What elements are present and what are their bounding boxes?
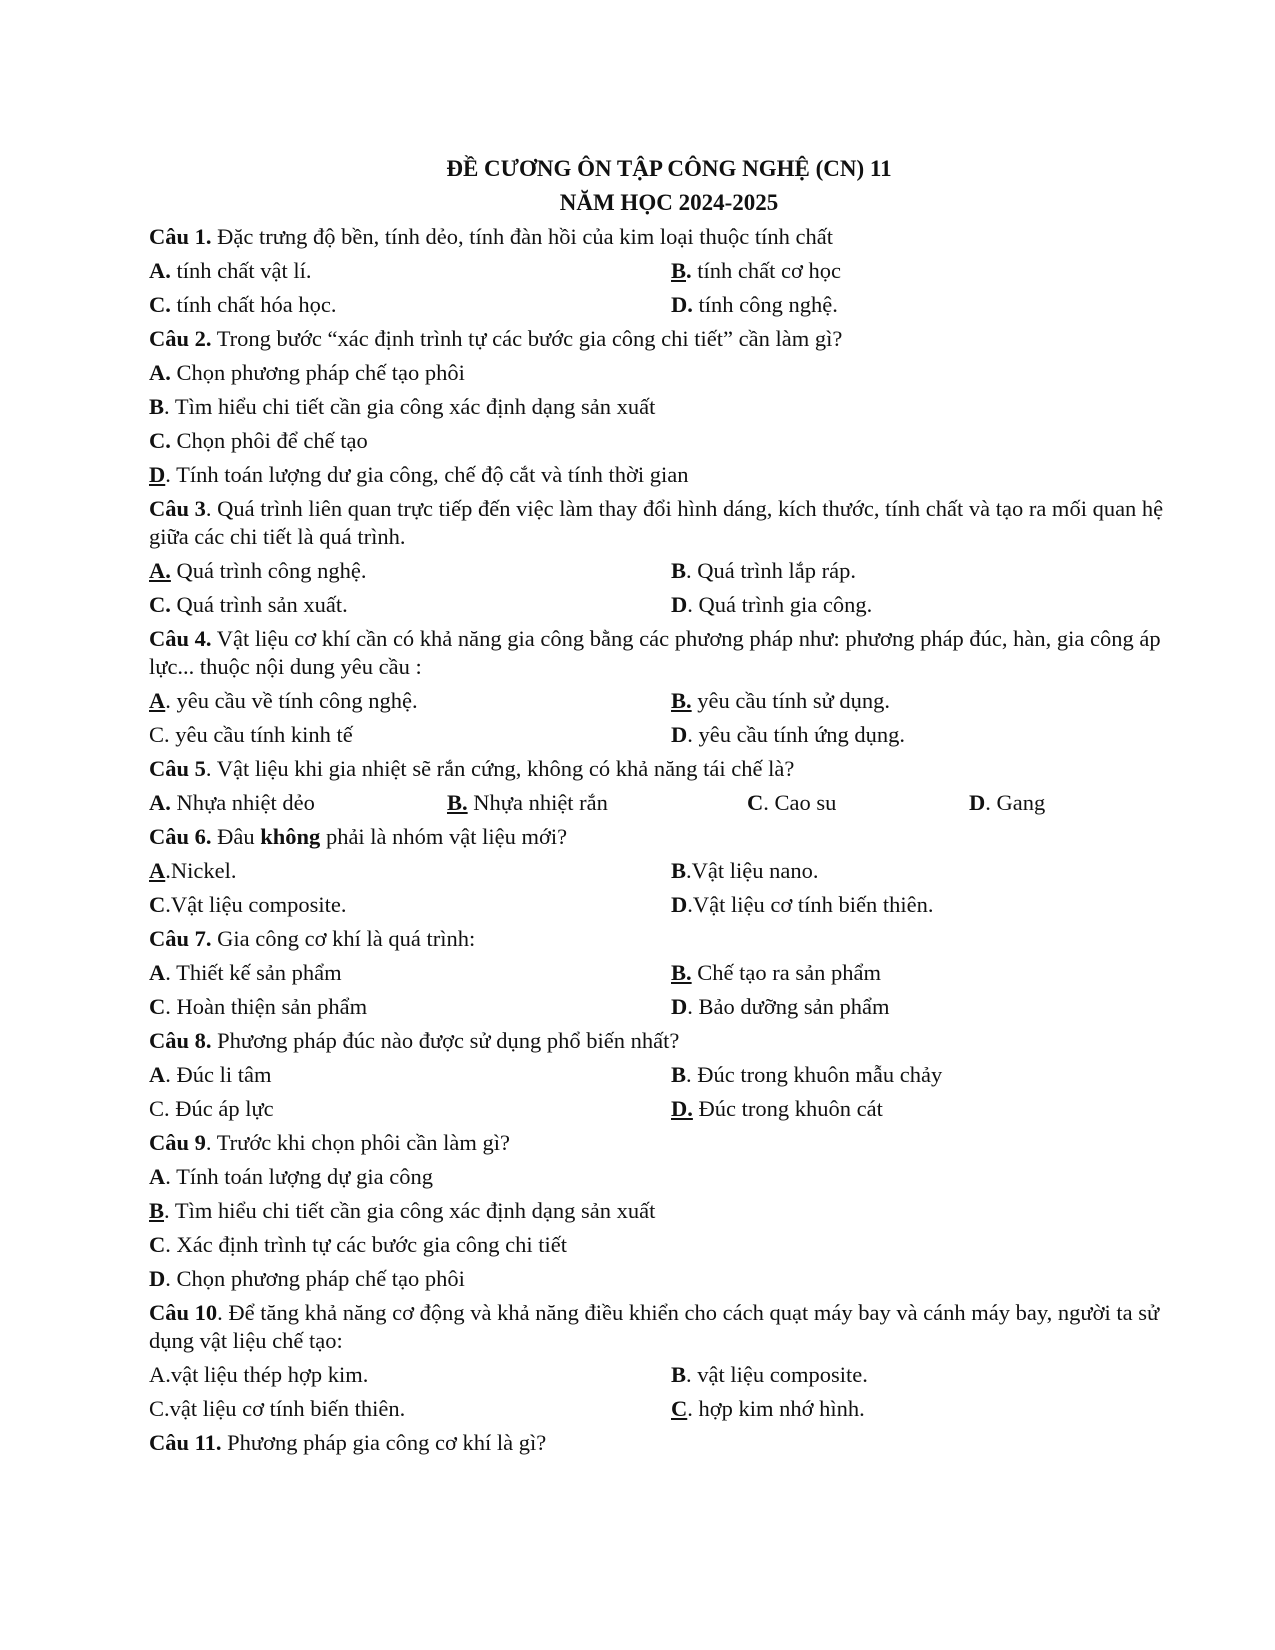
option-letter: A.: [149, 258, 171, 283]
options-row: [149, 1358, 1189, 1392]
option-letter: D: [671, 994, 688, 1019]
option-letter: C.: [149, 428, 171, 453]
options-row: [149, 888, 1189, 922]
question-7: [149, 922, 1189, 956]
question-text: . Vật liệu khi gia nhiệt sẽ rắn cứng, không có khả năng tái chế là?: [205, 756, 795, 781]
option-separator: .: [686, 258, 692, 283]
document-title: [149, 152, 1189, 220]
option-letter: B: [671, 858, 687, 883]
question-4: [149, 622, 1189, 684]
option-c: [149, 588, 671, 622]
question-3: [149, 492, 1189, 554]
option-text: tính chất cơ học: [691, 258, 841, 283]
option-b-correct: [671, 956, 881, 990]
option-text: Chọn phôi để chế tạo: [170, 428, 368, 453]
option-letter: B: [671, 558, 687, 583]
option-c: [149, 424, 1189, 458]
options-row: [149, 554, 1189, 588]
question-text: Đặc trưng độ bền, tính dẻo, tính đàn hồi của kim loại thuộc tính chất: [211, 224, 833, 249]
option-text: yêu cầu tính sử dụng.: [691, 688, 891, 713]
options-row: [149, 1058, 1189, 1092]
option-a-correct: [149, 854, 671, 888]
option-text: . Đúc li tâm: [165, 1062, 272, 1087]
option-letter: C.: [149, 592, 171, 617]
option-letter: B: [149, 394, 165, 419]
option-d: [149, 1262, 1189, 1296]
option-text: Quá trình công nghệ.: [170, 558, 367, 583]
option-a-correct: [149, 684, 671, 718]
option-c: [747, 786, 969, 820]
option-b-correct: [149, 1194, 1189, 1228]
option-c: [149, 718, 671, 752]
option-a: [149, 786, 447, 820]
question-number: Câu 7.: [149, 926, 212, 951]
option-text: . vật liệu composite.: [686, 1362, 868, 1387]
question-text: Vật liệu cơ khí cần có khả năng gia công bằng các phương pháp như: phương pháp đúc, hàn, gia công áp lực... thuộc nội dung yêu cầu :: [149, 626, 1161, 679]
option-b: [149, 390, 1189, 424]
option-text: . Xác định trình tự các bước gia công chi tiết: [165, 1232, 568, 1257]
option-text: . Chọn phương pháp chế tạo phôi: [165, 1266, 465, 1291]
option-b: [671, 1058, 942, 1092]
question-5: [149, 752, 1189, 786]
options-row: [149, 786, 1189, 820]
option-a: [149, 1160, 1189, 1194]
question-text: Gia công cơ khí là quá trình:: [211, 926, 476, 951]
option-letter: C: [149, 1096, 165, 1121]
option-letter: B.: [447, 790, 468, 815]
question-number: Câu 10: [149, 1300, 218, 1325]
option-a-correct: [149, 554, 671, 588]
title-line-1: ĐỀ CƯƠNG ÔN TẬP CÔNG NGHỆ (CN) 11: [446, 156, 892, 181]
option-text: . Tìm hiểu chi tiết cần gia công xác định dạng sản xuất: [164, 394, 656, 419]
question-10: [149, 1296, 1189, 1358]
options-row: [149, 854, 1189, 888]
question-1: [149, 220, 1189, 254]
question-text: . Để tăng khả năng cơ động và khả năng điều khiển cho cách quạt máy bay và cánh máy bay, người ta sử dụng vật liệu chế tạo:: [149, 1300, 1160, 1353]
option-letter: C: [747, 790, 764, 815]
option-b: [671, 854, 818, 888]
option-text: . Tính toán lượng dư gia công, chế độ cắt và tính thời gian: [165, 462, 689, 487]
option-d: [671, 888, 933, 922]
option-text: tính chất vật lí.: [170, 258, 312, 283]
option-d: [671, 718, 905, 752]
option-d: [671, 588, 872, 622]
option-text: tính công nghệ.: [692, 292, 838, 317]
question-text: Đâu: [211, 824, 261, 849]
question-8: [149, 1024, 1189, 1058]
question-6: [149, 820, 1189, 854]
option-c: [149, 288, 671, 322]
option-a: [149, 956, 671, 990]
option-letter: D.: [671, 292, 693, 317]
option-c: [149, 990, 671, 1024]
option-text: . yêu cầu về tính công nghệ.: [165, 688, 418, 713]
options-row: [149, 288, 1189, 322]
option-a: [149, 1358, 671, 1392]
options-row: [149, 956, 1189, 990]
option-text: . Cao su: [763, 790, 837, 815]
question-number: Câu 2.: [149, 326, 212, 351]
option-letter: B: [149, 1198, 165, 1223]
option-text: . Hoàn thiện sản phẩm: [165, 994, 368, 1019]
option-letter: C: [149, 892, 166, 917]
option-letter: D: [969, 790, 986, 815]
option-text: .Vật liệu cơ tính biến thiên.: [687, 892, 934, 917]
title-line-2: NĂM HỌC 2024-2025: [559, 190, 779, 215]
option-text: Đúc trong khuôn cát: [692, 1096, 883, 1121]
option-letter: A: [149, 960, 166, 985]
option-text: . Tính toán lượng dự gia công: [165, 1164, 433, 1189]
option-text: . hợp kim nhớ hình.: [687, 1396, 865, 1421]
question-number: Câu 8.: [149, 1028, 212, 1053]
option-text: .Nickel.: [165, 858, 237, 883]
option-text: . Tìm hiểu chi tiết cần gia công xác định dạng sản xuất: [164, 1198, 656, 1223]
option-a: [149, 356, 1189, 390]
option-text: Chọn phương pháp chế tạo phôi: [170, 360, 465, 385]
option-letter: A: [149, 858, 166, 883]
option-c: [149, 1092, 671, 1126]
document-page: [149, 152, 1189, 1460]
option-c: [149, 888, 671, 922]
option-letter: D: [149, 462, 166, 487]
option-c: [149, 1228, 1189, 1262]
option-c: [149, 1392, 671, 1426]
question-11: [149, 1426, 1189, 1460]
option-letter: A: [149, 1164, 166, 1189]
option-b: [671, 1358, 868, 1392]
option-letter: B: [671, 1362, 687, 1387]
question-number: Câu 3: [149, 496, 206, 521]
question-text: . Quá trình liên quan trực tiếp đến việc làm thay đổi hình dáng, kích thước, tính chất và tạo ra mối quan hệ giữa các chi tiết là quá trình.: [149, 496, 1164, 549]
option-text: . Đúc áp lực: [164, 1096, 274, 1121]
question-text: Phương pháp đúc nào được sử dụng phổ biến nhất?: [211, 1028, 680, 1053]
option-letter: C: [149, 1232, 166, 1257]
option-letter: D: [671, 892, 688, 917]
option-text: tính chất hóa học.: [170, 292, 337, 317]
question-text: Trong bước “xác định trình tự các bước gia công chi tiết” cần làm gì?: [211, 326, 843, 351]
question-number: Câu 11.: [149, 1430, 222, 1455]
option-text: Chế tạo ra sản phẩm: [691, 960, 881, 985]
option-letter: C: [149, 994, 166, 1019]
option-a: [149, 254, 671, 288]
option-letter: A: [149, 688, 166, 713]
option-b: [671, 554, 856, 588]
question-number: Câu 6.: [149, 824, 212, 849]
option-letter: B.: [671, 688, 692, 713]
option-letter: C: [671, 1396, 688, 1421]
option-letter: C: [149, 722, 165, 747]
options-row: [149, 718, 1189, 752]
option-letter: D: [671, 722, 688, 747]
options-row: [149, 588, 1189, 622]
option-letter: A: [149, 1062, 166, 1087]
option-d-correct: [671, 1392, 865, 1426]
option-letter: C.: [149, 292, 171, 317]
question-text-emphasis: không: [260, 824, 321, 849]
option-b-correct: [447, 786, 747, 820]
option-letter: B: [671, 258, 687, 283]
option-letter: D: [671, 592, 688, 617]
question-number: Câu 5: [149, 756, 206, 781]
option-text: . Quá trình gia công.: [687, 592, 873, 617]
option-text: Nhựa nhiệt dẻo: [170, 790, 315, 815]
options-row: [149, 1092, 1189, 1126]
option-letter: A.: [149, 790, 171, 815]
option-text: . Quá trình lắp ráp.: [686, 558, 856, 583]
option-b-correct: [671, 254, 841, 288]
question-text: phải là nhóm vật liệu mới?: [320, 824, 568, 849]
option-letter: D: [149, 1266, 166, 1291]
option-text: . Gang: [985, 790, 1046, 815]
option-d-correct: [671, 1092, 883, 1126]
option-text: A.vật liệu thép hợp kim.: [149, 1362, 369, 1387]
option-d: [671, 288, 838, 322]
option-d: [969, 786, 1045, 820]
option-d: [671, 990, 889, 1024]
option-letter: A.: [149, 558, 171, 583]
question-number: Câu 9: [149, 1130, 206, 1155]
question-text: . Trước khi chọn phôi cần làm gì?: [205, 1130, 510, 1155]
question-2: [149, 322, 1189, 356]
option-text: . yêu cầu tính kinh tế: [164, 722, 353, 747]
option-text: . Bảo dưỡng sản phẩm: [687, 994, 890, 1019]
option-text: . Thiết kế sản phẩm: [165, 960, 342, 985]
option-letter: A.: [149, 360, 171, 385]
question-9: [149, 1126, 1189, 1160]
option-text: . yêu cầu tính ứng dụng.: [687, 722, 906, 747]
options-row: [149, 1392, 1189, 1426]
question-text: Phương pháp gia công cơ khí là gì?: [221, 1430, 547, 1455]
question-number: Câu 4.: [149, 626, 212, 651]
option-text: Nhựa nhiệt rắn: [467, 790, 608, 815]
options-row: [149, 254, 1189, 288]
option-a: [149, 1058, 671, 1092]
option-letter: B.: [671, 960, 692, 985]
option-text: C.vật liệu cơ tính biến thiên.: [149, 1396, 406, 1421]
option-text: .Vật liệu nano.: [686, 858, 819, 883]
option-text: Quá trình sản xuất.: [170, 592, 348, 617]
option-letter: B: [671, 1062, 687, 1087]
option-letter: D.: [671, 1096, 693, 1121]
options-row: [149, 684, 1189, 718]
options-row: [149, 990, 1189, 1024]
option-b: [671, 684, 890, 718]
option-text: .Vật liệu composite.: [165, 892, 347, 917]
option-text: . Đúc trong khuôn mẫu chảy: [686, 1062, 943, 1087]
question-number: Câu 1.: [149, 224, 212, 249]
option-d-correct: [149, 458, 1189, 492]
